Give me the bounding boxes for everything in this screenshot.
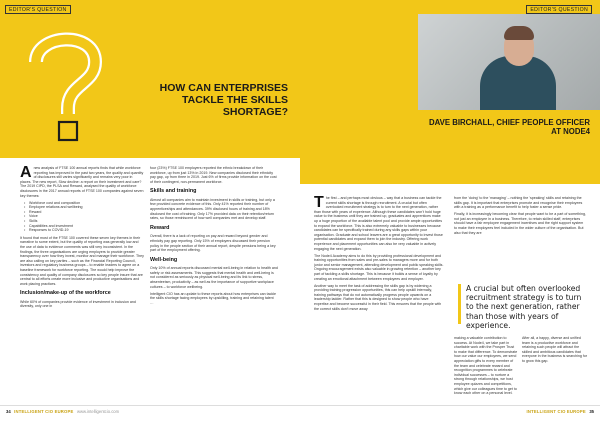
theme-list [26,201,144,233]
page-number: 34 [6,409,11,414]
intro-paragraph: The first – and perhaps most obvious – way that a business can tackle the current skills shortage is through recruitment. A crucial but often overlooked recruitment strategy is to turn to the next generation, rather than those with years of experience. Although these candidates won't hold huge value to the business until they are trained up, graduates and apprentices make up a huge proportion of the available talent pool and provide ample opportunities to expand the workforce. This is also extremely valuable to businesses because candidates can be specifically trained during any skills gaps within your organisation. Graduate and school leavers are a great opportunity to invest those potential candidates and expand them to join the industry. Offering work experience and placement opportunities can also be very valuable in actively engaging the next generation. [314,196,443,251]
body-paragraph: It found that most of the FTSE 100 covered these seven key themes in their narrative to some extent, but the quality of reporting was generally low and the use of data to evidence comments was still very inconsistent. In the findings, the three organisations are urging employers to provide greater transparency over how they invest, monitor and manage their workforce. They are also calling on key parties – such as the Financial Reporting Council, investors and regulatory business groups – to enable leaders to agree on a baseline framework for workforce reporting. The would help improve the consistency and quality of company disclosures so key people insure that are central to all efforts create more inclusive and productive organisations and work placing practices. [20,235,144,286]
page-number: 35 [589,409,594,414]
website-url: www.intelligentcio.com [76,409,120,414]
body-paragraph: making a valuable contribution to success. At Node4, we take part in charitable work with the Prosper Trust to make that difference. To demonstrate how our value our employees, we send appreciation gifts to every member of the team and celebrate reward and recognition programmes to celebrate individual successes – to nurture a strong through relationships, we host employee quizzes and competitions, which give our colleagues time to get to know each other on a personal level. [454,336,518,396]
section-tag: EDITOR'S QUESTION [526,5,592,14]
body-paragraph: from the 'doing' to the 'managing' – nothing the 'speaking' skills and retaining the skills gap. It is important that enterprises promote and recognise their employees with a training as a performance benefit to help foster a sense pride. [454,196,583,210]
list-item: • Skills [26,219,144,224]
question-mark-icon [18,22,113,150]
right-page [300,0,600,424]
body-paragraph: Almost all companies aim to maintain investment in skills or training, but only a few provided concrete evidence of this. Only 41% reported their number of apprenticeships and attendances. 39% disclosed hours of training and 18% disclosed the cost of training. Only 17% provided data on their retention/return rates, so those reminiscent of how well companies met and develop staff. [150,197,275,221]
magazine-brand: INTELLIGENT CIO EUROPE [14,409,74,414]
speaker-name: DAVE BIRCHALL, CHIEF PEOPLE OFFICER AT NODE4 [429,118,590,136]
list-item: • Workforce cost and composition [26,201,144,206]
list-item: • Responses to COVID-19 [26,228,144,233]
body-paragraph: Intelligent CIO has an update to these reports about how enterprises can tackle the skills shortage facing employees by upskilling, training and retaining talent … [150,291,277,305]
section-tag: EDITOR'S QUESTION [5,5,71,14]
footer-rule [0,405,300,406]
page-footer [474,407,594,417]
body-paragraph: Only 10% of annual reports discussed mental well-being in relation to health and safety or risk assessments. This suggests that mental health and well-being is not considered as seriously as physical well-being and its link to stress, absenteeism, productivity – as well as the importance of supportive workplace cultures – to workforce wellbeing. [150,266,278,289]
article-headline: HOW CAN ENTERPRISES TACKLE THE SKILLS SHORTAGE? [159,82,288,118]
page-footer [6,407,166,417]
footer-rule [300,405,600,406]
section-heading: Well-being [150,256,178,263]
list-item: • Voice [26,214,144,219]
right-column-3 [454,336,518,402]
magazine-brand: INTELLIGENT CIO EUROPE [526,409,586,414]
right-column-2 [454,196,586,238]
body-paragraph: four (23%) FTSE 100 employers reported the ethnic breakdown of their workforce, up from just 13% in 2019. New companies disclosed their ethnicity pay gap, up from three in 2019. Just 6% of firms provide information on the cost of their contingent, non-permanent workforce. [150,166,277,184]
left-column-1 [20,166,144,312]
left-column-2 [150,166,278,308]
body-paragraph: Finally, it is increasingly becoming clear that people want to be a part of something, not just an employee in a business. Therefore, to retain skilled staff, enterprises should have a fair employee engagement incentives and the right support system to make their employees feel included in the wider culture of the organisation. But also that they are [454,212,586,235]
quote-bar [458,284,461,324]
list-item: • Capabilities and investment [26,224,144,229]
body-paragraph: After all, a happy, diverse and unified team is a productive workforce and retaining such people will attract the skilled and ambitious candidates that everyone in the business is searching for to grow this gap. [522,336,588,363]
body-paragraph: Overall, there is a lack of reporting on pay and reward beyond gender and ethnicity pay gap reporting. Only 15% of employers discussed their pension policy in the people section of their annual report, despite pensions being a key part of the employment offering. [150,234,276,253]
section-heading: Inclusion/make-up of the workforce [20,290,111,297]
right-column-4 [522,336,588,402]
body-paragraph: The Node4 Academy aims to do this by providing professional development and training opportunities from sales and pre-sales to managers more and for both junior and senior management, attending development and public speaking skills. Ongoing encouragement exists also valuable in growing retention – another key part of tackling a skills shortage. This is because it builds a sense of loyalty by creating an emotional attachment between employees and employer. [314,253,444,281]
portrait-photo [418,14,600,110]
pull-quote: A crucial but often overlooked recruitment strategy is to turn to the next generation, rather than those with years of experience. [466,284,590,330]
intro-paragraph: Anew analysis of FTSE 100 annual reports finds that while workforce reporting has improved in the past two years, the quality and quantity of disclosures still varies significantly and remains very poor in places. The new report, Slow decline: a report on their investment and care? The 2019 CIPD, the PLSA and Reward, analysed the quality of workforce disclosures in the 2017 annual reports of FTSE 100 companies against seven key themes: [20,164,144,198]
section-heading: Reward [150,224,170,231]
right-column-1 [314,196,444,406]
body-paragraph: Another way to meet the task of addressing the skills gap is by widening a providing training progression opportunities, this can help upskill internally, training pathways that do not automatically progress people upwards on a leadership ladder. Rather that this is designed to show people who have expertise and become successful in their field. This ensures that the people with the correct skills don't move away [314,283,442,311]
drop-cap: T [314,196,324,211]
list-item: • Employee relations and wellbeing [26,205,144,210]
portrait-hair [504,26,534,40]
body-paragraph: While 60% of companies provide evidence of investment in inclusion and diversity, only one in [20,299,136,309]
drop-cap: A [20,164,32,181]
section-heading: Skills and training [150,188,197,195]
list-item: • Reward [26,210,144,215]
